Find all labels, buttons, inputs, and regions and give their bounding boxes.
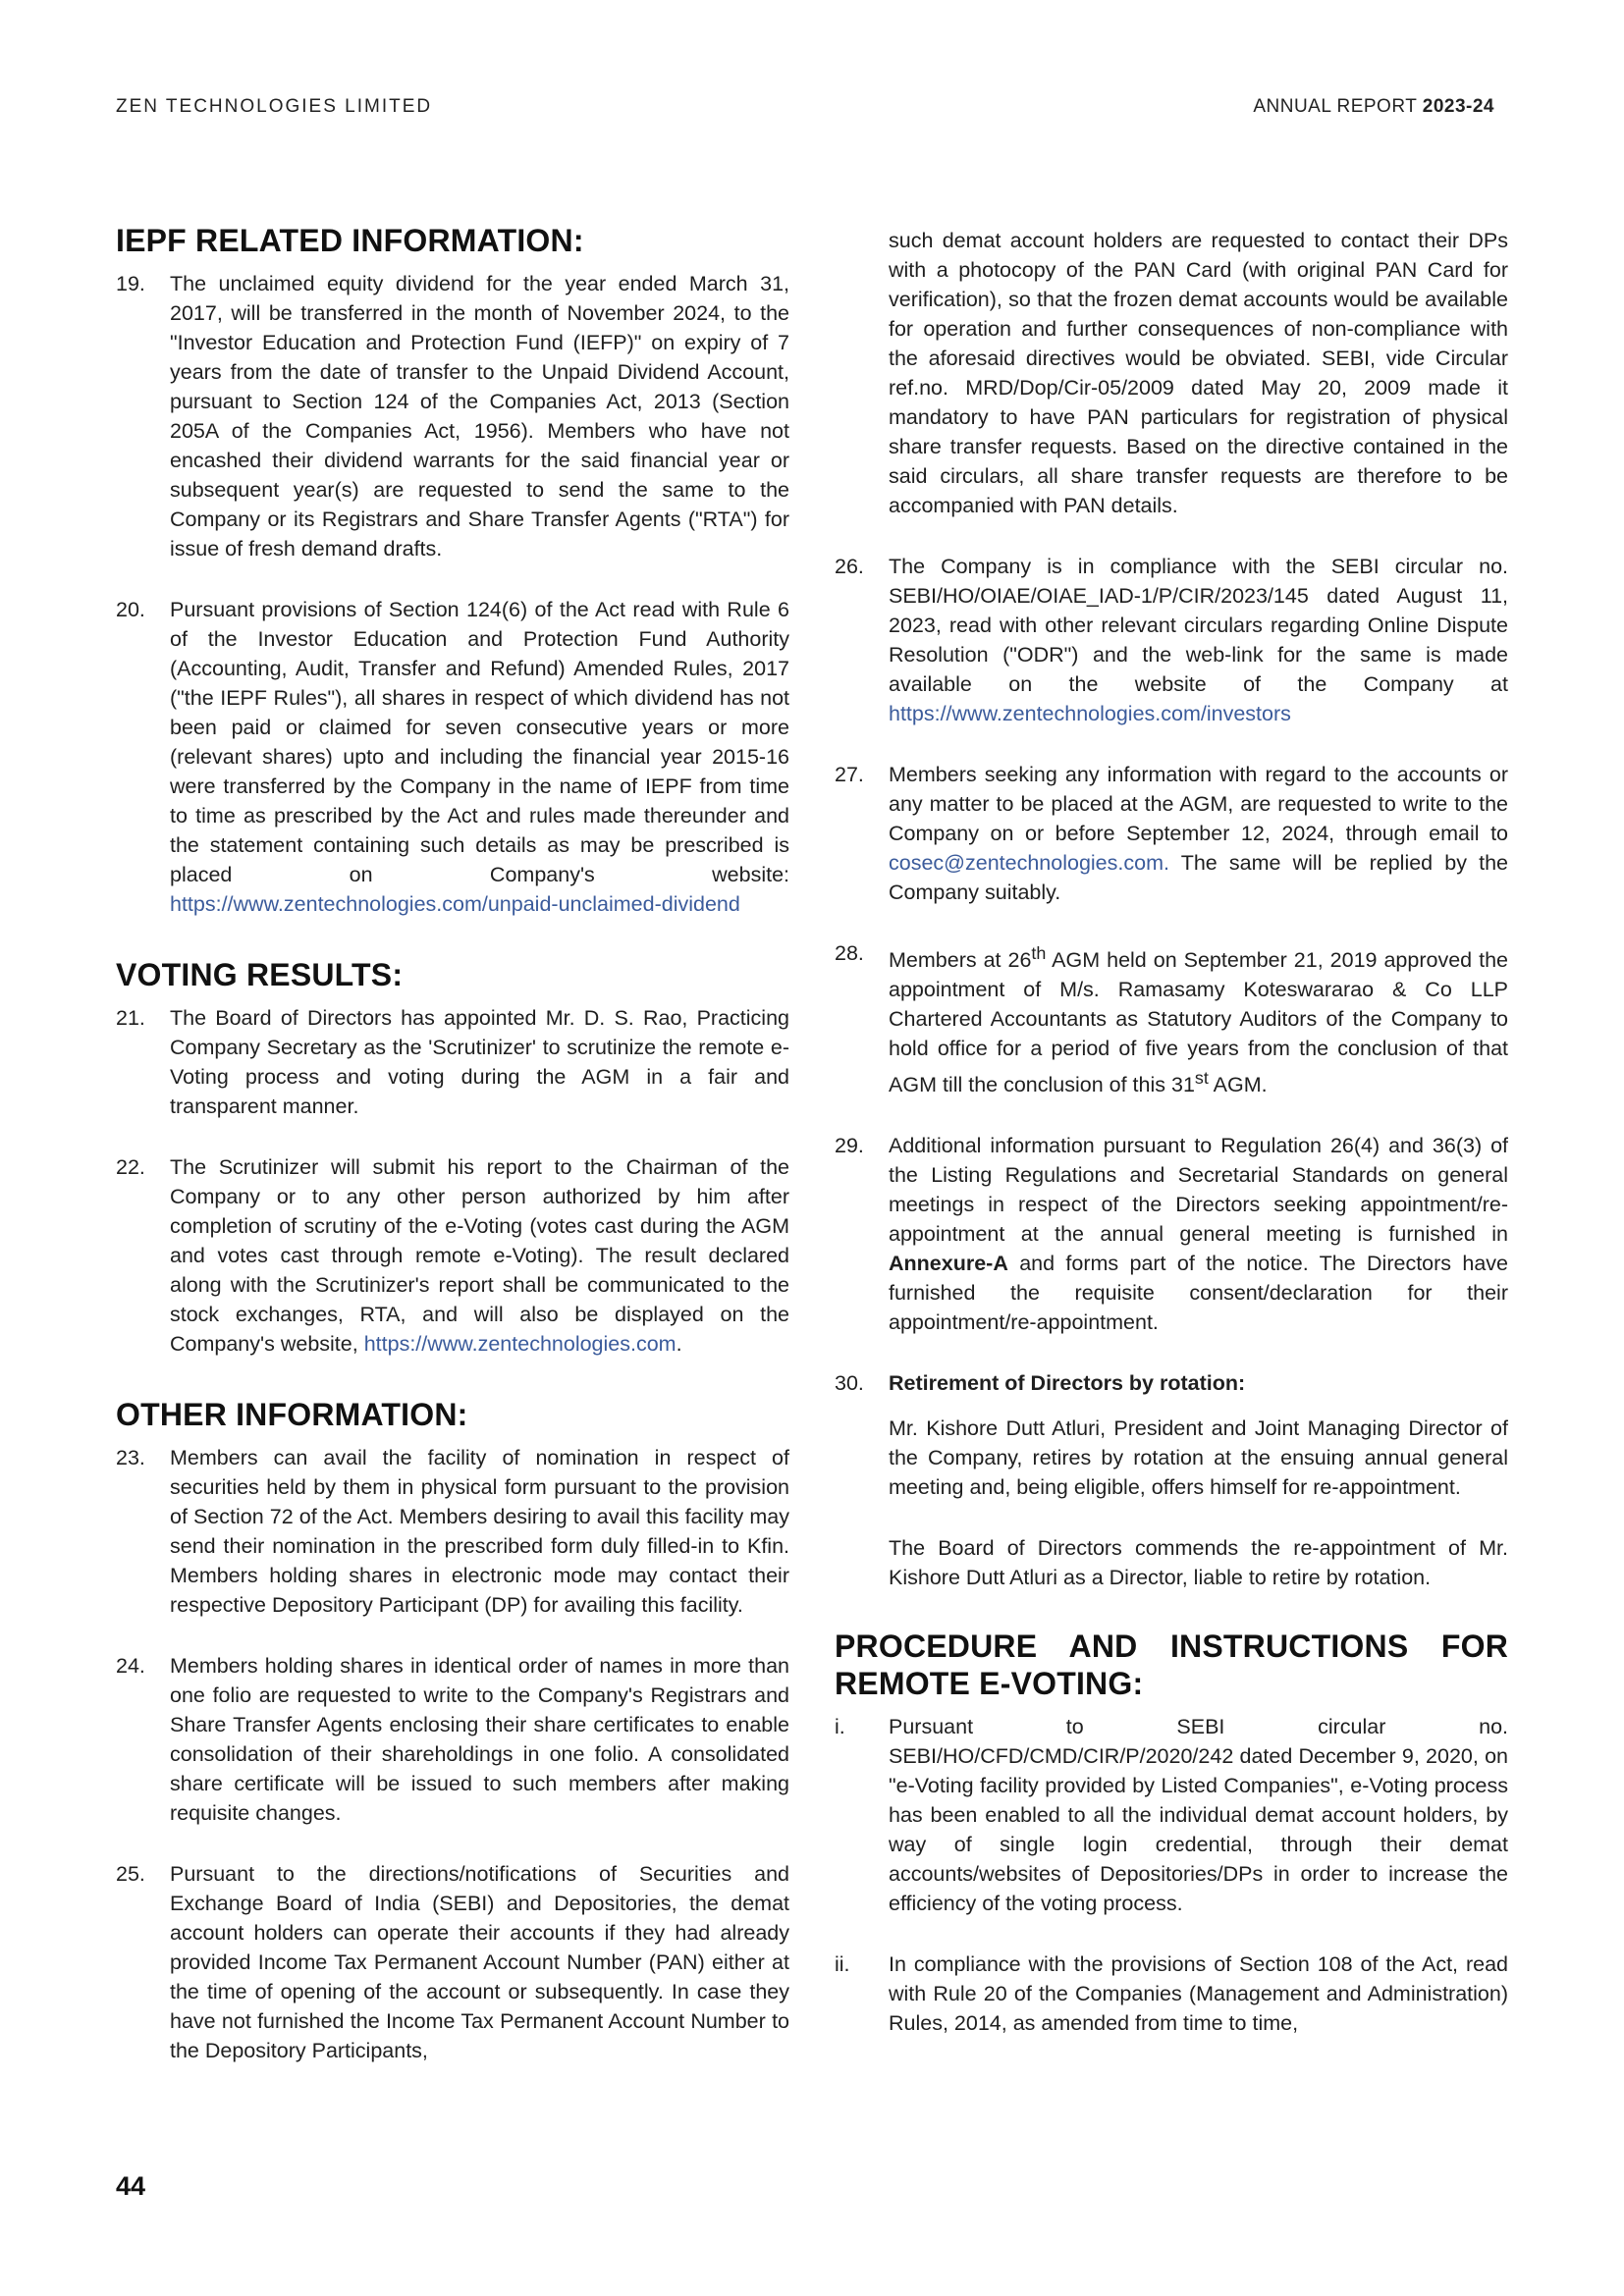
item-tail: and forms part of the notice. The Directors have furnished the requisite consent/declaration for their appointment/re-appointment. [889,1252,1508,1335]
item-text [170,595,789,919]
list-item-i [835,1712,1508,1918]
item-number: i. [835,1715,845,1739]
list-item-30 [835,1368,1508,1398]
company-name: ZEN TECHNOLOGIES LIMITED [116,96,433,117]
list-item-ii [835,1949,1508,2038]
item-text [889,1131,1508,1337]
list-item-28 [835,938,1508,1099]
item-text [889,938,1508,1099]
list-item-23 [116,1443,789,1620]
item-number: ii. [835,1952,850,1977]
item-body-a: Members at 26 [889,948,1032,973]
list-item-24 [116,1651,789,1828]
item-number: 22. [116,1155,145,1179]
list-item-20 [116,595,789,919]
report-label: ANNUAL REPORT [1253,96,1417,117]
retirement-title: Retirement of Directors by rotation: [889,1371,1246,1396]
item-number: 20. [116,598,145,621]
iepf-heading: IEPF RELATED INFORMATION: [116,223,584,258]
list-item-27 [835,760,1508,907]
item-number: 23. [116,1446,145,1469]
right-column [835,226,1508,2069]
list-item-22 [116,1152,789,1359]
list-item-19 [116,269,789,563]
item-text: In compliance with the provisions of Section 108 of the Act, read with Rule 20 of the Companies (Management and Administration) Rules, 2014, as amended from time to time, [889,1952,1508,2036]
item-tail: The same will be replied by the Company suitably. [889,851,1508,904]
item-number: 29. [835,1134,864,1158]
item-text: The unclaimed equity dividend for the year ended March 31, 2017, will be transferred in the month of November 2024, to the "Investor Education and Protection Fund (IEFP)" on expiry of 7 years from the date of transfer to the Unpaid Dividend Account, pursuant to Section 124 of the Companies Act, 2013 (Section 205A of the Companies Act, 1956). Members who have not encashed their dividend warrants for the said financial year or subsequent year(s) are requested to send the same to the Company or its Registrars and Share Transfer Agents ("RTA") for issue of fresh demand drafts. [170,272,789,561]
item-number: 30. [835,1371,864,1396]
item-number: 27. [835,763,864,786]
company-website-link[interactable]: https://www.zentechnologies.com [363,1332,677,1356]
item-body-b: AGM held on September 21, 2019 approved the appointment of M/s. Ramasamy Koteswararao & Co LLP Chartered Accountants as Statutory Auditors of the Company to hold office for a period of five years from the conclusion of that AGM till the conclusion of this 31 [889,948,1508,1097]
left-column [116,222,789,2097]
list-item-26 [835,552,1508,728]
unpaid-dividend-link[interactable]: https://www.zentechnologies.com/unpaid-unclaimed-dividend [170,892,740,916]
list-item-21 [116,1003,789,1121]
item-number: 28. [835,941,864,965]
item-number: 19. [116,272,145,295]
item-tail: . [676,1332,682,1356]
item-body: The Scrutinizer will submit his report to the Chairman of the Company or to any other person authorized by him after completion of scrutiny of the e-Voting (votes cast during the AGM and votes cast through remote e-Voting). The result declared along with the Scrutinizer's report shall be communicated to the stock exchanges, RTA, and will also be displayed on the Company's website, [170,1155,789,1356]
retirement-para-1: Mr. Kishore Dutt Atluri, President and Joint Managing Director of the Company, retires by rotation at the ensuing annual general meeting and, being eligible, offers himself for re-appointment. [889,1416,1508,1500]
item-number: 25. [116,1862,145,1886]
item-text: Pursuant to SEBI circular no. SEBI/HO/CFD/CMD/CIR/P/2020/242 dated December 9, 2020, on "e-Voting facility provided by Listed Companies", e-Voting process has been enabled to all the individual demat account holders, by way of single login credential, through their demat accounts/websites of Depositories/DPs in order to increase the efficiency of the voting process. [889,1715,1508,1916]
item-text [889,552,1508,728]
list-item-29 [835,1131,1508,1337]
annexure-label: Annexure-A [889,1252,1008,1276]
item-text: Pursuant to the directions/notifications of Securities and Exchange Board of India (SEBI) and Depositories, the demat account holders can operate their accounts if they had already provided Income Tax Permanent Account Number (PAN) either at the time of opening of the account or subsequently. In case they have not furnished the Income Tax Permanent Account Number to the Depository Participants, [170,1862,789,2062]
list-item-25 [116,1859,789,2065]
item-text: The Board of Directors has appointed Mr. D. S. Rao, Practicing Company Secretary as the 'Scrutinizer' to scrutinize the remote e-Voting process and voting during the AGM in a fair and transparent manner. [170,1006,789,1118]
investors-link[interactable]: https://www.zentechnologies.com/investors [889,702,1291,725]
cosec-email-link[interactable]: cosec@zentechnologies.com. [889,851,1169,875]
page-number: 44 [116,2171,146,2201]
item-text [170,1152,789,1359]
report-year: 2023-24 [1422,96,1494,117]
item-body-c: AGM. [1208,1073,1268,1097]
superscript-st: st [1194,1068,1209,1089]
procedure-heading: PROCEDURE AND INSTRUCTIONS FOR REMOTE E-VOTING: [835,1629,1508,1702]
item-body: Members seeking any information with regard to the accounts or any matter to be placed at the AGM, are requested to write to the Company on or before September 12, 2024, through email to [889,763,1508,845]
item-25-continuation: such demat account holders are requested to contact their DPs with a photocopy of the PAN Card (with original PAN Card for verification), so that the frozen demat accounts would be available for operation and further consequences of non-compliance with the aforesaid directives would be obviated. SEBI, vide Circular ref.no. MRD/Dop/Cir-05/2009 dated May 20, 2009 made it mandatory to have PAN particulars for registration of physical share transfer requests. Based on the directive contained in the said circulars, all share transfer requests are therefore to be accompanied with PAN details. [889,229,1508,517]
item-number: 21. [116,1006,145,1030]
item-body: Additional information pursuant to Regulation 26(4) and 36(3) of the Listing Regulations and Secretarial Standards on general meetings in respect of the Directors seeking appointment/re-appointment at the annual general meeting is furnished in [889,1134,1508,1247]
item-text: Members can avail the facility of nomination in respect of securities held by them in physical form pursuant to the provision of Section 72 of the Act. Members desiring to avail this facility may send their nomination in the prescribed form duly filled-in to Kfin. Members holding shares in electronic mode may contact their respective Depository Participant (DP) for availing this facility. [170,1446,789,1617]
item-body: Pursuant provisions of Section 124(6) of the Act read with Rule 6 of the Investor Education and Protection Fund Authority (Accounting, Audit, Transfer and Refund) Amended Rules, 2017 ("the IEPF Rules"), all shares in respect of which dividend has not been paid or claimed for seven consecutive years or more (relevant shares) upto and including the financial year 2015-16 were transferred by the Company in the name of IEPF from time to time as prescribed by the Act and rules made thereunder and the statement containing such details as may be prescribed is placed on Company's website: [170,598,789,886]
item-number: 24. [116,1654,145,1678]
item-text [889,760,1508,907]
item-body: The Company is in compliance with the SEBI circular no. SEBI/HO/OIAE/OIAE_IAD-1/P/CIR/2023/145 dated August 11, 2023, read with other relevant circulars regarding Online Dispute Resolution ("ODR") and the web-link for the same is made available on the website of the Company at [889,555,1508,696]
retirement-para-2: The Board of Directors commends the re-appointment of Mr. Kishore Dutt Atluri as a Director, liable to retire by rotation. [889,1536,1508,1590]
report-title [1253,96,1494,118]
superscript-th: th [1031,943,1047,963]
voting-heading: VOTING RESULTS: [116,957,404,992]
item-text: Members holding shares in identical order of names in more than one folio are requested to write to the Company's Registrars and Share Transfer Agents enclosing their share certificates to enable consolidation of their shareholdings in one folio. A consolidated share certificate will be issued to such members after making requisite changes. [170,1654,789,1825]
other-info-heading: OTHER INFORMATION: [116,1397,468,1432]
item-number: 26. [835,555,864,578]
